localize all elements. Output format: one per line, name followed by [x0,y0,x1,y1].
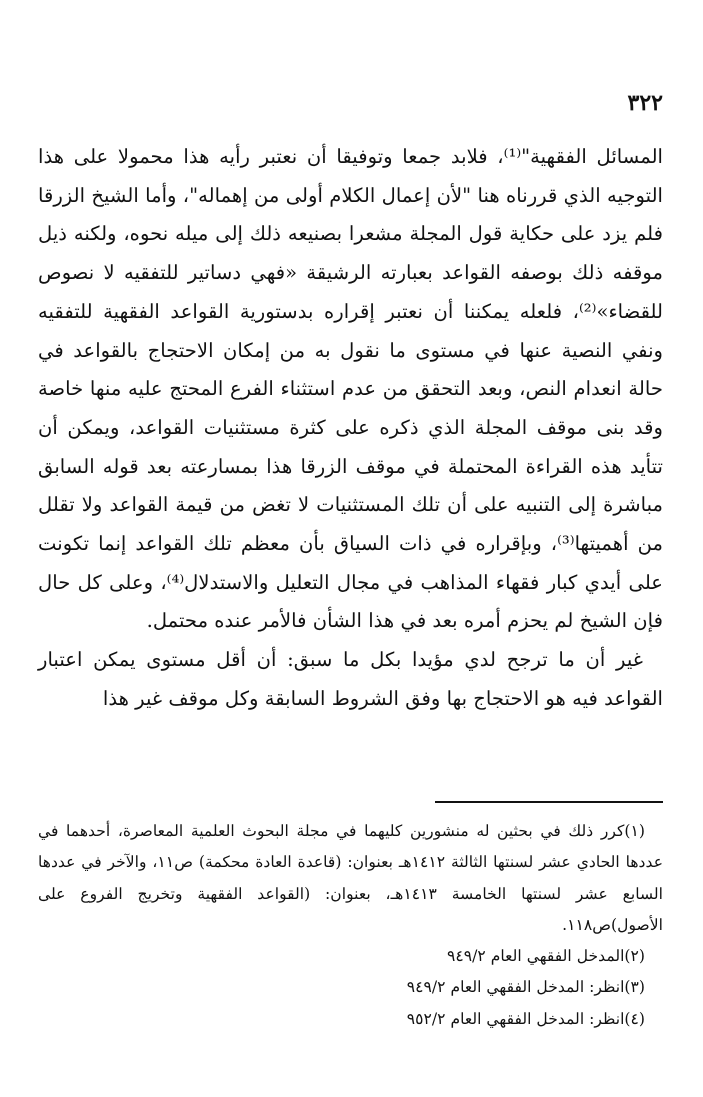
footnote-2: (٢)المدخل الفقهي العام ٩٤٩/٢ [447,947,645,966]
footnote-4: (٤)انظر: المدخل الفقهي العام ٩٥٢/٢ [406,1009,645,1028]
page-number: ٣٢٢ [627,90,663,116]
footnote-3: (٣)انظر: المدخل الفقهي العام ٩٤٩/٢ [406,978,645,997]
main-text [38,138,663,719]
footnote-1: (١)كرر ذلك في بحثين له منشورين كليهما في مجلة البحوث العلمية المعاصرة، أحدهما في عددها الحادي عشر لسنتها الثالثة ١٤١٢هـ بعنوان: (قاعدة العادة محكمة) ص١١، والآخر في عددها السابع عشر لسنتها الخامسة ١٤١٣هـ، بعنوان: (القواعد الفقهية وتخريج الفروع على الأصول)ص١١٨. [38,822,663,934]
paragraph: المسائل الفقهية"⁽¹⁾، فلابد جمعا وتوفيقا أن نعتبر رأيه هذا محمولا على هذا التوجيه الذي قررناه هنا "لأن إعمال الكلام أولى من إهماله"، وأما الشيخ الزرقا فلم يزد على حكاية قول المجلة مشعرا بصنيعه ذلك إلى ميله نحوه، ولكنه ذيل موقفه ذلك بوصفه القواعد بعبارته الرشيقة «فهي دساتير للتفقيه لا نصوص للقضاء»⁽²⁾، فلعله يمكننا أن نعتبر إقراره بدستورية القواعد الفقهية للتفقيه ونفي النصية عنها في مستوى ما نقول به من إمكان الاحتجاج بالقواعد في حالة انعدام النص، وبعد التحقق من عدم استثناء الفرع المحتج عليه منها خاصة وقد بنى موقف المجلة الذي ذكره على كثرة مستثنيات القواعد، ويمكن أن تتأيد هذه القراءة المحتملة في موقف الزرقا هذا بمسارعته بعد قوله السابق مباشرة إلى التنبيه على أن تلك المستثنيات لا تغض من قيمة القواعد ولا تقلل من أهميتها⁽³⁾، وبإقراره في ذات السياق بأن معظم تلك القواعد إنما تكونت على أيدي كبار فقهاء المذاهب في مجال التعليل والاستدلال⁽⁴⁾، وعلى كل حال فإن الشيخ لم يحزم أمره بعد في هذا الشأن فالأمر عنده محتمل. [38,145,663,633]
footnote-divider [435,801,663,803]
paragraph: غير أن ما ترجح لدي مؤيدا بكل ما سبق: أن أقل مستوى يمكن اعتبار القواعد فيه هو الاحتجاج بها وفق الشروط السابقة وكل موقف غير هذا [38,648,663,710]
footnotes [38,816,663,1035]
